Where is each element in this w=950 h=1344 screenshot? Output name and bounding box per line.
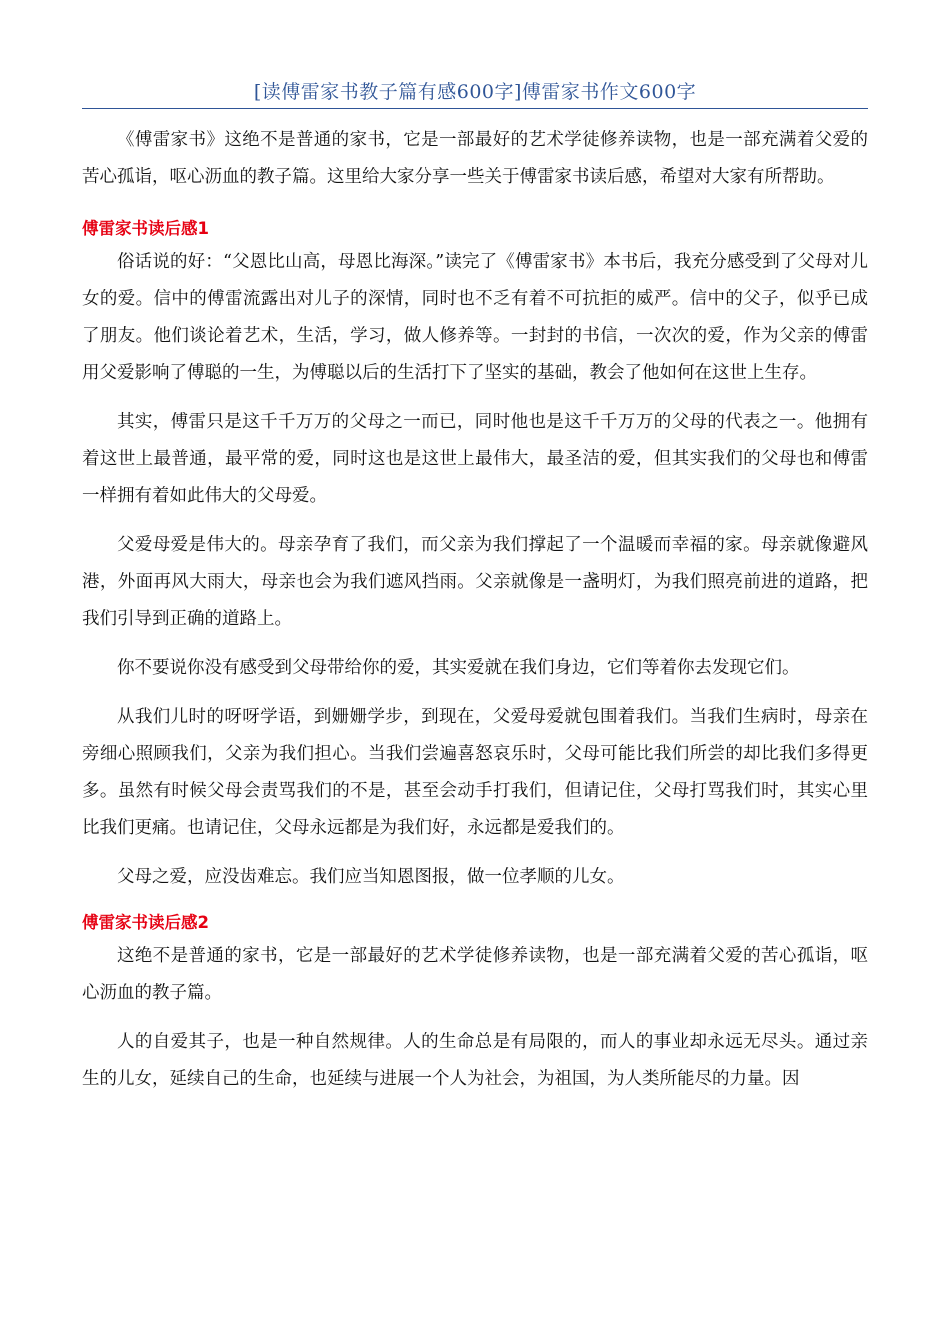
section-heading-2: 傅雷家书读后感2	[82, 913, 209, 932]
section2-paragraph-2: 人的自爱其子，也是一种自然规律。人的生命总是有局限的，而人的事业却永远无尽头。通过亲生的儿女，延续自己的生命，也延续与进展一个人为社会，为祖国，为人类所能尽的力量。因	[82, 1032, 868, 1089]
section1-paragraph-4: 你不要说你没有感受到父母带给你的爱，其实爱就在我们身边，它们等着你去发现它们。	[117, 658, 800, 678]
section1-paragraph-6: 父母之爱，应没齿难忘。我们应当知恩图报，做一位孝顺的儿女。	[117, 867, 625, 887]
document-body	[82, 122, 868, 1110]
section1-paragraph-1: 俗话说的好：“父恩比山高，母恩比海深。”读完了《傅雷家书》本书后，我充分感受到了父母对儿女的爱。信中的傅雷流露出对儿子的深情，同时也不乏有着不可抗拒的威严。信中的父子，似乎已成了朋友。他们谈论着艺术，生活，学习，做人修养等。一封封的书信，一次次的爱，作为父亲的傅雷用父爱影响了傅聪的一生，为傅聪以后的生活打下了坚实的基础，教会了他如何在这世上生存。	[82, 252, 868, 383]
section-heading-1: 傅雷家书读后感1	[82, 219, 209, 238]
section1-paragraph-5: 从我们儿时的呀呀学语，到姗姗学步，到现在，父爱母爱就包围着我们。当我们生病时，母亲在旁细心照顾我们，父亲为我们担心。当我们尝遍喜怒哀乐时，父母可能比我们所尝的却比我们多得更多。虽然有时候父母会责骂我们的不是，甚至会动手打我们，但请记住，父母打骂我们时，其实心里比我们更痛。也请记住，父母永远都是为我们好，永远都是爱我们的。	[82, 707, 868, 838]
header-divider	[82, 108, 868, 109]
section2-paragraph-1: 这绝不是普通的家书，它是一部最好的艺术学徒修养读物，也是一部充满着父爱的苦心孤诣，呕心沥血的教子篇。	[82, 946, 868, 1003]
section1-paragraph-3: 父爱母爱是伟大的。母亲孕育了我们，而父亲为我们撑起了一个温暖而幸福的家。母亲就像避风港，外面再风大雨大，母亲也会为我们遮风挡雨。父亲就像是一盏明灯，为我们照亮前进的道路，把我们引导到正确的道路上。	[82, 535, 868, 629]
intro-paragraph: 《傅雷家书》这绝不是普通的家书，它是一部最好的艺术学徒修养读物，也是一部充满着父爱的苦心孤诣，呕心沥血的教子篇。这里给大家分享一些关于傅雷家书读后感，希望对大家有所帮助。	[82, 130, 868, 187]
document-header-title: [读傅雷家书教子篇有感600字]傅雷家书作文600字	[253, 81, 697, 103]
section1-paragraph-2: 其实，傅雷只是这千千万万的父母之一而已，同时他也是这千千万万的父母的代表之一。他拥有着这世上最普通，最平常的爱，同时这也是这世上最伟大，最圣洁的爱，但其实我们的父母也和傅雷一样拥有着如此伟大的父母爱。	[82, 412, 868, 506]
